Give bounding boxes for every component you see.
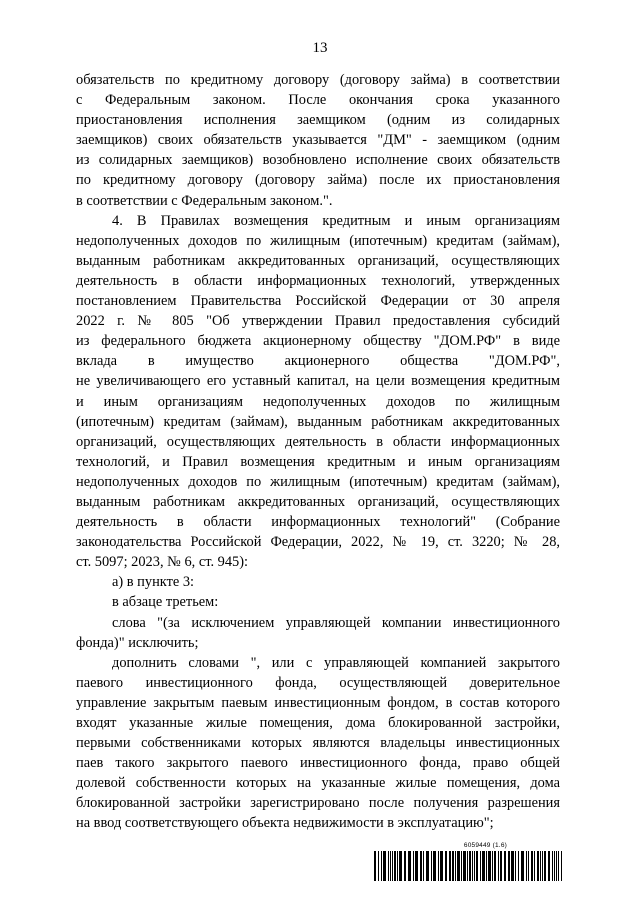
text-line: деятельность в области информационных технологий" (Собрание <box>76 514 560 531</box>
text-line: 4. В Правилах возмещения кредитным и иным организациям <box>112 212 560 229</box>
text-line: недополученных доходов по жилищным (ипотечным) кредитам (займам), <box>76 232 560 249</box>
text-line: из солидарных заемщиков) возобновлено исполнение своих обязательств <box>76 152 560 169</box>
text-line: (ипотечным) кредитам (займам), выданным работникам аккредитованных <box>76 413 560 430</box>
text-line: ст. 5097; 2023, № 6, ст. 945): <box>76 554 249 571</box>
text-line: и иным организациям недополученных доходов по жилищным <box>76 393 560 410</box>
text-line: в соответствии с Федеральным законом.". <box>76 192 333 209</box>
document-body <box>76 70 560 834</box>
text-line: заемщиков) своих обязательств указывается "ДМ" - заемщиком (одним <box>76 132 560 149</box>
text-line: паевого инвестиционного фонда, осуществляющей доверительное <box>76 674 560 691</box>
text-line: постановлением Правительства Российской Федерации от 30 апреля <box>76 293 560 310</box>
page-number: 13 <box>312 40 328 56</box>
text-line: входят указанные жилые помещения, дома блокированной застройки, <box>76 715 560 731</box>
text-line: долевой собственности которых на указанные жилые помещения, дома <box>76 775 560 792</box>
text-line: блокированной застройки зарегистрировано после получения разрешения <box>76 795 560 812</box>
text-line: выданным работникам аккредитованных организаций, осуществляющих <box>76 493 560 510</box>
text-line: а) в пункте 3: <box>112 574 195 591</box>
text-line: технологий, и Правил возмещения кредитным и иным организациям <box>76 453 560 470</box>
text-line: в абзаце третьем: <box>112 594 219 611</box>
text-line: на ввод соответствующего объекта недвижимости в эксплуатацию"; <box>76 815 494 832</box>
text-line: 2022 г. № 805 "Об утверждении Правил предоставления субсидий <box>76 313 560 330</box>
text-line: слова "(за исключением управляющей компании инвестиционного <box>112 614 560 631</box>
text-line: фонда)" исключить; <box>76 634 199 651</box>
barcode-label: 6059449 (1.6) <box>463 842 507 849</box>
text-line: из федерального бюджета акционерному обществу "ДОМ.РФ" в виде <box>76 333 560 350</box>
text-line: не увеличивающего его уставный капитал, на цели возмещения кредитным <box>76 373 560 390</box>
text-line: вклада в имущество акционерного общества "ДОМ.РФ", <box>76 353 560 370</box>
text-line: дополнить словами ", или с управляющей компанией закрытого <box>112 654 560 671</box>
barcode-block <box>373 842 563 882</box>
text-line: управление закрытым паевым инвестиционным фондом, в состав которого <box>76 694 560 711</box>
text-line: по кредитному договору (договору займа) после их приостановления <box>76 172 560 189</box>
text-line: первыми собственниками которых являются владельцы инвестиционных <box>76 735 560 752</box>
text-line: недополученных доходов по жилищным (ипотечным) кредитам (займам), <box>76 473 560 490</box>
text-line: деятельность в области информационных технологий, утвержденных <box>76 272 560 289</box>
text-line: паев такого закрытого паевого инвестиционного фонда, право общей <box>76 755 560 772</box>
text-line: выданным работникам аккредитованных организаций, осуществляющих <box>76 252 560 269</box>
text-line: законодательства Российской Федерации, 2022, № 19, ст. 3220; № 28, <box>76 534 560 551</box>
barcode-image <box>373 851 563 881</box>
text-line: организаций, осуществляющих деятельность в области информационных <box>76 433 560 450</box>
text-line: обязательств по кредитному договору (договору займа) в соответствии <box>76 72 560 88</box>
text-line: с Федеральным законом. После окончания срока указанного <box>76 92 560 109</box>
text-line: приостановления исполнения заемщиком (одним из солидарных <box>76 112 560 129</box>
